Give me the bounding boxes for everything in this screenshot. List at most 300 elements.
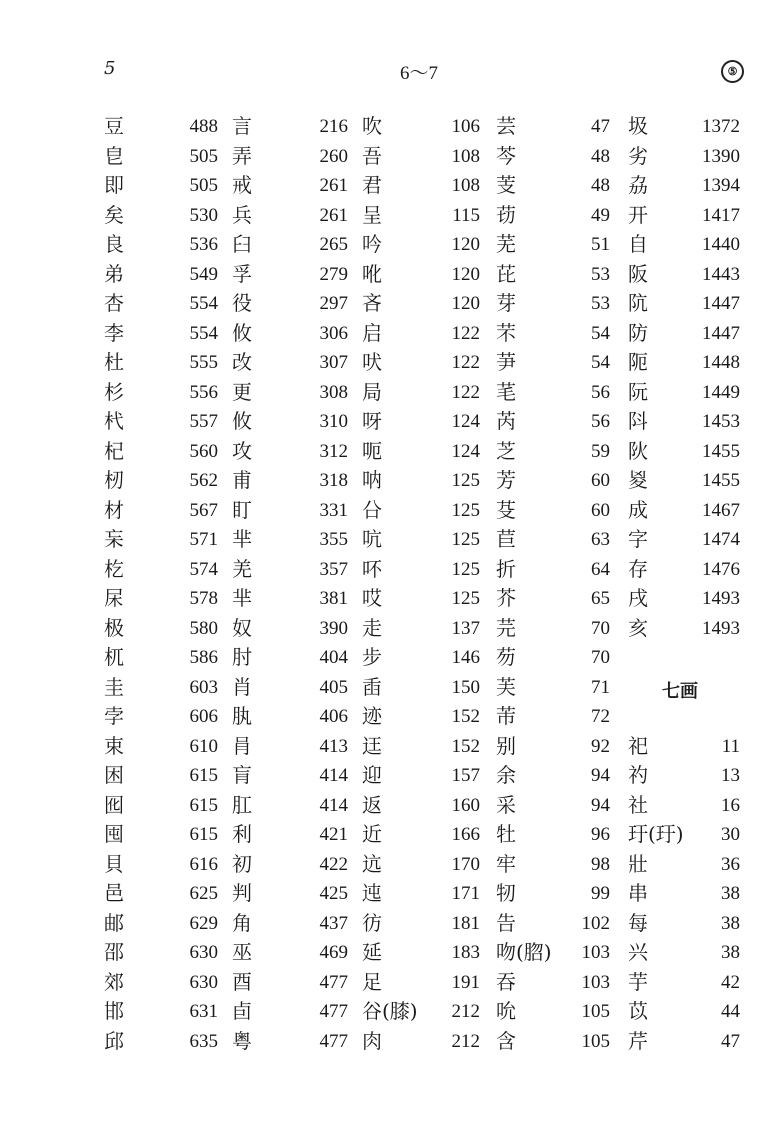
index-row <box>700 319 761 349</box>
page-ref-number: 56 <box>591 411 610 432</box>
index-row <box>700 584 761 614</box>
page-ref-number: 279 <box>319 263 348 285</box>
page-ref-number: 157 <box>451 765 480 786</box>
index-character: 延 <box>362 940 382 964</box>
index-row <box>312 997 462 1027</box>
index-row <box>700 938 761 968</box>
index-character: 巫 <box>232 940 252 964</box>
index-row <box>312 466 462 496</box>
page-ref-number: 630 <box>189 971 218 993</box>
index-character: 吥 <box>362 556 382 581</box>
page-ref-number: 549 <box>189 263 218 285</box>
index-character: 自 <box>628 232 648 256</box>
page-ref-number: 1447 <box>702 322 740 344</box>
index-character: 芸 <box>496 114 516 138</box>
index-character: 呀 <box>362 409 382 433</box>
page-ref-number: 1447 <box>702 293 740 314</box>
page-ref-number: 1455 <box>702 440 740 462</box>
index-character: 迎 <box>362 763 382 787</box>
index-character: 芋 <box>628 969 648 994</box>
index-character: 芳 <box>496 468 516 492</box>
index-character: 改 <box>232 350 252 374</box>
index-column-2 <box>180 112 330 1056</box>
index-character: 苡 <box>628 999 648 1023</box>
index-character: 吪 <box>362 261 382 286</box>
page-ref-number: 38 <box>721 883 740 904</box>
page-ref-number: 1372 <box>702 116 740 137</box>
page-ref-number: 150 <box>451 676 480 698</box>
index-character: 杚 <box>104 556 124 581</box>
index-row <box>312 378 462 408</box>
index-character: 孚 <box>232 261 252 286</box>
index-character: 芰 <box>496 173 516 197</box>
index-row <box>312 525 462 555</box>
index-row <box>180 702 330 732</box>
index-character: 吹 <box>362 114 382 138</box>
page-ref-number: 554 <box>189 322 218 344</box>
index-character: 开 <box>628 202 648 227</box>
index-character: 牣 <box>496 881 516 905</box>
page-ref-number: 51 <box>591 234 610 255</box>
index-character: 吝 <box>362 291 382 315</box>
index-character: 芘 <box>496 261 516 286</box>
index-row <box>180 879 330 909</box>
index-character: 判 <box>232 881 252 905</box>
page-ref-number: 477 <box>319 971 348 993</box>
index-row <box>312 643 462 673</box>
index-character: 弟 <box>104 261 124 286</box>
index-character: 折 <box>496 556 516 581</box>
index-character: 含 <box>496 1028 516 1053</box>
index-character: 极 <box>104 615 124 640</box>
page-ref-number: 306 <box>319 322 348 344</box>
index-character: 芩 <box>496 143 516 168</box>
index-row <box>180 673 330 703</box>
index-row <box>180 437 330 467</box>
page-ref-number: 615 <box>189 794 218 816</box>
page-ref-number: 261 <box>319 175 348 196</box>
page-ref-number: 307 <box>319 352 348 373</box>
index-character: 吟 <box>362 232 382 256</box>
page-ref-number: 1493 <box>702 588 740 609</box>
index-character: 采 <box>496 792 516 817</box>
index-row <box>312 555 462 585</box>
page-ref-number: 261 <box>319 204 348 226</box>
index-character: 芙 <box>496 674 516 699</box>
index-row <box>180 378 330 408</box>
index-character: 束 <box>104 733 124 758</box>
page-ref-number: 152 <box>451 735 480 757</box>
index-row <box>180 319 330 349</box>
index-row <box>444 496 594 526</box>
page-ref-number: 125 <box>451 499 480 521</box>
page-ref-number: 108 <box>451 145 480 167</box>
index-row <box>444 437 594 467</box>
page-ref-number: 580 <box>189 617 218 639</box>
page-ref-number: 96 <box>591 824 610 845</box>
page-ref-number: 47 <box>721 1030 740 1052</box>
index-character: 君 <box>362 173 382 197</box>
index-character: 祀 <box>628 733 648 758</box>
page-ref-number: 42 <box>721 971 740 993</box>
index-row <box>444 938 594 968</box>
page-ref-number: 13 <box>721 765 740 786</box>
page-ref-number: 1394 <box>702 175 740 196</box>
index-character: 貝 <box>104 851 124 876</box>
index-row <box>312 289 462 319</box>
page-ref-number: 615 <box>189 824 218 845</box>
index-character: 串 <box>628 881 648 905</box>
index-row <box>444 555 594 585</box>
index-character: 攸 <box>232 320 252 345</box>
page-ref-number: 260 <box>319 145 348 167</box>
index-character: 戒 <box>232 173 252 197</box>
index-row <box>700 201 761 231</box>
index-character: 李 <box>104 320 124 345</box>
page-ref-number: 94 <box>591 765 610 786</box>
page-ref-number: 98 <box>591 853 610 875</box>
page-ref-number: 48 <box>591 175 610 196</box>
index-character: 杒 <box>104 468 124 492</box>
page-ref-number: 1467 <box>702 499 740 521</box>
index-character: 肒 <box>232 704 252 728</box>
index-row <box>444 791 594 821</box>
index-character: 兴 <box>628 940 648 964</box>
page-ref-number: 414 <box>319 765 348 786</box>
index-character: 吭 <box>362 527 382 551</box>
index-row <box>444 289 594 319</box>
index-character: 苆 <box>496 202 516 227</box>
index-character: 邑 <box>104 881 124 905</box>
index-row <box>180 289 330 319</box>
page-ref-number: 421 <box>319 824 348 845</box>
index-character: 肓 <box>232 763 252 787</box>
index-row <box>312 673 462 703</box>
index-character: 劦 <box>628 173 648 197</box>
index-row <box>444 525 594 555</box>
index-character: 步 <box>362 645 382 669</box>
index-character: 杏 <box>104 291 124 315</box>
index-character: 阨 <box>628 350 648 374</box>
page-ref-number: 1476 <box>702 558 740 580</box>
page-ref-number: 63 <box>591 529 610 550</box>
index-character: 阮 <box>628 379 648 404</box>
index-row <box>312 142 462 172</box>
index-row <box>312 879 462 909</box>
index-row <box>180 348 330 378</box>
page-ref-number: 125 <box>451 588 480 609</box>
page-ref-number: 505 <box>189 175 218 196</box>
index-row <box>180 466 330 496</box>
index-row <box>444 997 594 1027</box>
index-row <box>180 997 330 1027</box>
index-character: 初 <box>232 851 252 876</box>
page-ref-number: 413 <box>319 735 348 757</box>
index-character: 圭 <box>104 674 124 699</box>
page-ref-number: 578 <box>189 588 218 609</box>
page-ref-number: 635 <box>189 1030 218 1052</box>
index-character: 㕣 <box>362 497 382 522</box>
page-ref-number: 1443 <box>702 263 740 285</box>
index-character: 材 <box>104 497 124 522</box>
index-row <box>700 732 761 762</box>
index-character: 兵 <box>232 202 252 227</box>
index-character: 言 <box>232 114 252 138</box>
index-character: 芴 <box>496 645 516 669</box>
page-ref-number: 355 <box>319 529 348 550</box>
page-ref-number: 404 <box>319 647 348 668</box>
page-ref-number: 125 <box>451 529 480 550</box>
page-ref-number: 54 <box>591 352 610 373</box>
page-ref-number: 53 <box>591 263 610 285</box>
index-character: 攻 <box>232 438 252 463</box>
page-ref-number: 122 <box>451 352 480 373</box>
index-character: 牡 <box>496 822 516 846</box>
index-row <box>180 820 330 850</box>
page-ref-number: 191 <box>451 971 480 993</box>
page-ref-number: 530 <box>189 204 218 226</box>
index-character: 芣 <box>496 320 516 345</box>
index-character: 吮 <box>496 999 516 1023</box>
index-row <box>312 437 462 467</box>
index-character: 戌 <box>628 586 648 610</box>
index-character: 孛 <box>104 704 124 728</box>
page-ref-number: 422 <box>319 853 348 875</box>
index-row <box>312 112 462 142</box>
index-character: 阪 <box>628 261 648 286</box>
index-character: 臿 <box>362 674 382 699</box>
index-row <box>312 171 462 201</box>
page-ref-number: 1449 <box>702 381 740 403</box>
index-character: 芫 <box>496 615 516 640</box>
page-ref-number: 120 <box>451 234 480 255</box>
index-character: 芜 <box>496 232 516 256</box>
index-row <box>180 112 330 142</box>
index-row <box>444 1027 594 1057</box>
index-character: 芮 <box>496 409 516 433</box>
page-ref-number: 120 <box>451 263 480 285</box>
index-character: 矣 <box>104 202 124 227</box>
stroke-range-heading: 6～7 <box>400 63 439 84</box>
index-character: 芟 <box>496 497 516 522</box>
page-ref-number: 312 <box>319 440 348 462</box>
index-character: 亥 <box>628 615 648 640</box>
index-character: 近 <box>362 822 382 846</box>
index-row <box>312 850 462 880</box>
page-ref-number: 122 <box>451 322 480 344</box>
index-character: 肘 <box>232 645 252 669</box>
index-row <box>700 879 761 909</box>
page-ref-number: 630 <box>189 942 218 963</box>
page-ref-number: 72 <box>591 706 610 727</box>
index-character: 盯 <box>232 497 252 522</box>
page-ref-number: 60 <box>591 470 610 491</box>
page-ref-number: 99 <box>591 883 610 904</box>
page-ref-number: 92 <box>591 735 610 757</box>
page-ref-number: 265 <box>319 234 348 255</box>
page-ref-number: 105 <box>581 1001 610 1022</box>
index-row <box>444 879 594 909</box>
index-row <box>180 909 330 939</box>
index-character: 阦 <box>628 438 648 463</box>
page-ref-number: 610 <box>189 735 218 757</box>
index-row <box>180 555 330 585</box>
index-character: 羌 <box>232 556 252 581</box>
index-character: 甫 <box>232 468 252 492</box>
page-ref-number: 437 <box>319 912 348 934</box>
index-row <box>444 761 594 791</box>
index-row <box>444 171 594 201</box>
page-ref-number: 56 <box>591 381 610 403</box>
index-row <box>312 791 462 821</box>
index-character: 角 <box>232 910 252 935</box>
index-character: 困 <box>104 763 124 787</box>
index-character: 肛 <box>232 792 252 817</box>
index-row <box>312 909 462 939</box>
index-row <box>180 732 330 762</box>
page-ref-number: 381 <box>319 588 348 609</box>
page-ref-number: 70 <box>591 617 610 639</box>
page-ref-number: 625 <box>189 883 218 904</box>
page-ref-number: 1390 <box>702 145 740 167</box>
index-row <box>700 850 761 880</box>
index-character: 牢 <box>496 851 516 876</box>
index-character: 壯 <box>628 851 648 876</box>
index-row <box>700 761 761 791</box>
index-row <box>700 142 761 172</box>
index-row <box>700 260 761 290</box>
index-row <box>444 260 594 290</box>
page-ref-number: 103 <box>581 971 610 993</box>
index-character: 芾 <box>496 704 516 728</box>
page-ref-number: 124 <box>451 411 480 432</box>
index-character: 芈 <box>232 586 252 610</box>
page-ref-number: 1440 <box>702 234 740 255</box>
index-row <box>700 525 761 555</box>
page-ref-number: 71 <box>591 676 610 698</box>
page-ref-number: 1455 <box>702 470 740 491</box>
page-ref-number: 47 <box>591 116 610 137</box>
index-row <box>444 968 594 998</box>
index-row <box>444 319 594 349</box>
page-ref-number: 146 <box>451 647 480 668</box>
page-ref-number: 125 <box>451 558 480 580</box>
page-number: 5 <box>104 58 116 79</box>
index-character: 吞 <box>496 969 516 994</box>
page-ref-number: 331 <box>319 499 348 521</box>
index-character: 吻(脗) <box>496 940 552 964</box>
index-row <box>312 319 462 349</box>
page-ref-number: 115 <box>452 204 480 226</box>
index-character: 利 <box>232 822 252 846</box>
page-ref-number: 103 <box>581 942 610 963</box>
index-character: 豆 <box>104 114 124 138</box>
page-ref-number: 160 <box>451 794 480 816</box>
index-character: 邯 <box>104 999 124 1023</box>
index-character: 酉 <box>232 969 252 994</box>
page-ref-number: 310 <box>319 411 348 432</box>
page-ref-number: 1453 <box>702 411 740 432</box>
index-character: 杌 <box>104 645 124 669</box>
page-ref-number: 152 <box>451 706 480 727</box>
index-row <box>444 584 594 614</box>
section-heading-seven-strokes: 七画 <box>662 680 698 702</box>
index-character: 弄 <box>232 143 252 168</box>
index-character: 皀 <box>104 143 124 168</box>
index-row <box>700 820 761 850</box>
index-row <box>312 938 462 968</box>
index-row <box>180 142 330 172</box>
page-ref-number: 574 <box>189 558 218 580</box>
index-character: 呈 <box>362 202 382 227</box>
index-character: 彷 <box>362 910 382 935</box>
page-ref-number: 629 <box>189 912 218 934</box>
index-row <box>180 584 330 614</box>
index-character: 杉 <box>104 379 124 404</box>
index-character: 芈 <box>232 527 252 551</box>
index-column-4 <box>444 112 594 1056</box>
page-ref-number: 556 <box>189 381 218 403</box>
page-ref-number: 308 <box>319 381 348 403</box>
index-character: 余 <box>496 763 516 787</box>
index-character: 告 <box>496 910 516 935</box>
index-character: 芝 <box>496 438 516 463</box>
page-ref-number: 405 <box>319 676 348 698</box>
page-ref-number: 555 <box>189 352 218 373</box>
page-ref-number: 120 <box>451 293 480 314</box>
page-ref-number: 166 <box>451 824 480 845</box>
index-row <box>700 909 761 939</box>
page-ref-number: 54 <box>591 322 610 344</box>
index-row <box>180 171 330 201</box>
index-row <box>312 761 462 791</box>
page-ref-number: 606 <box>189 706 218 727</box>
index-character: 即 <box>104 173 124 197</box>
page-ref-number: 44 <box>721 1001 740 1022</box>
index-character: 㚇 <box>628 468 648 492</box>
page-ref-number: 536 <box>189 234 218 255</box>
page-ref-number: 1493 <box>702 617 740 639</box>
index-row <box>180 496 330 526</box>
index-row <box>180 407 330 437</box>
index-row <box>700 496 761 526</box>
index-character: 迹 <box>362 704 382 728</box>
index-row <box>700 555 761 585</box>
index-row <box>312 614 462 644</box>
index-character: 邱 <box>104 1028 124 1053</box>
index-column-3 <box>312 112 462 1056</box>
page-ref-number: 477 <box>319 1030 348 1052</box>
index-row <box>180 643 330 673</box>
index-row <box>444 142 594 172</box>
page-ref-number: 181 <box>451 912 480 934</box>
index-row <box>444 466 594 496</box>
index-row <box>700 378 761 408</box>
index-character: 郊 <box>104 969 124 994</box>
index-character: 每 <box>628 910 648 935</box>
index-row <box>180 525 330 555</box>
index-character: 社 <box>628 792 648 817</box>
index-row <box>700 466 761 496</box>
index-character: 芹 <box>628 1028 648 1053</box>
index-character: 吠 <box>362 350 382 374</box>
index-character: 谷(膝) <box>362 999 418 1023</box>
page-ref-number: 171 <box>451 883 480 904</box>
index-character: 阬 <box>628 291 648 315</box>
page-ref-number: 38 <box>721 912 740 934</box>
index-row <box>700 289 761 319</box>
index-row <box>312 496 462 526</box>
